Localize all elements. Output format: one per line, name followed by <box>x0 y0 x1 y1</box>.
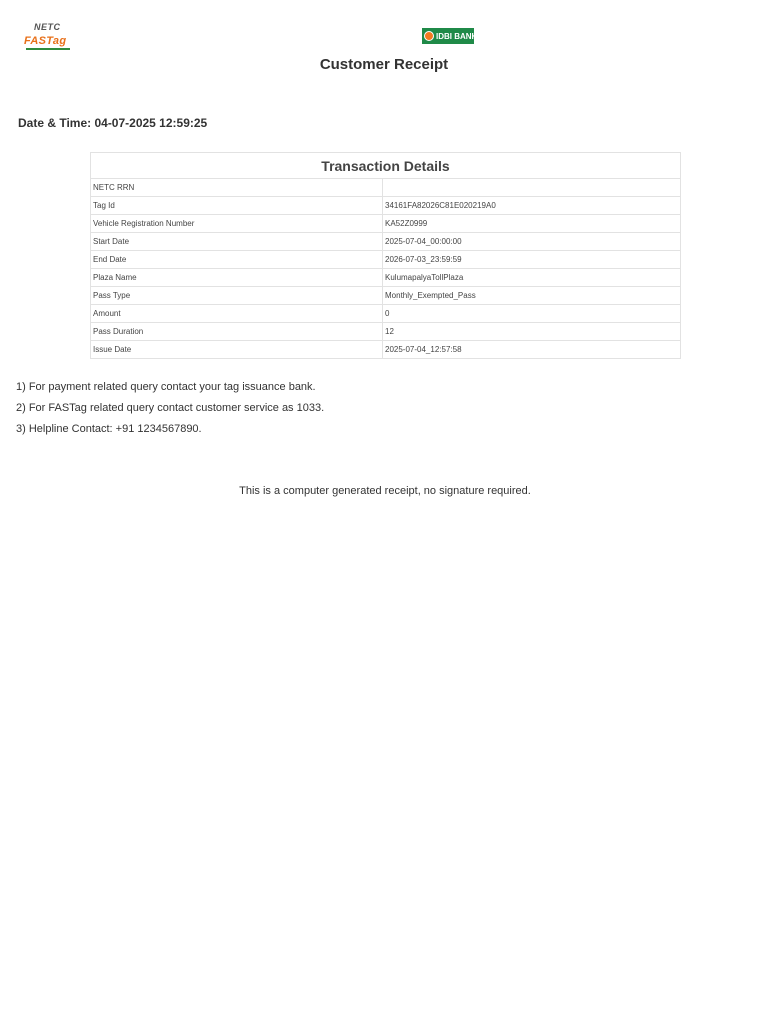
row-label: Pass Type <box>91 287 383 305</box>
row-value: 34161FA82026C81E020219A0 <box>383 197 681 215</box>
fastag-logo-text: FASTag <box>24 35 67 47</box>
row-label: Issue Date <box>91 341 383 359</box>
table-row <box>91 179 681 197</box>
row-value: 0 <box>383 305 681 323</box>
note-fastag-query: 2) For FASTag related query contact customer service as 1033. <box>16 402 325 414</box>
table-row <box>91 305 681 323</box>
row-value: Monthly_Exempted_Pass <box>383 287 681 305</box>
table-row <box>91 197 681 215</box>
notes-list <box>16 380 324 443</box>
idbi-bank-logo-text: IDBI BANK <box>436 31 478 41</box>
row-value: KulumapalyaTollPlaza <box>383 269 681 287</box>
table-row <box>91 287 681 305</box>
table-row <box>91 341 681 359</box>
row-label: Pass Duration <box>91 323 383 341</box>
table-header-row <box>91 153 681 179</box>
row-value: 2025-07-04_00:00:00 <box>383 233 681 251</box>
row-value <box>383 179 681 197</box>
idbi-bank-icon <box>424 31 434 41</box>
row-value: 2026-07-03_23:59:59 <box>383 251 681 269</box>
table-row <box>91 323 681 341</box>
transaction-table-body <box>91 179 681 359</box>
row-value: 12 <box>383 323 681 341</box>
row-label: Amount <box>91 305 383 323</box>
row-value: KA52Z0999 <box>383 215 681 233</box>
netc-fastag-logo <box>24 22 76 52</box>
table-row <box>91 251 681 269</box>
row-label: Start Date <box>91 233 383 251</box>
transaction-details-table <box>90 152 681 359</box>
netc-logo-text: NETC <box>34 22 61 32</box>
transaction-details-heading: Transaction Details <box>91 153 681 179</box>
page-title: Customer Receipt <box>319 56 449 73</box>
note-payment-query: 1) For payment related query contact your tag issuance bank. <box>16 381 316 393</box>
table-row <box>91 269 681 287</box>
fastag-logo-underline <box>26 48 70 50</box>
row-label: Tag Id <box>91 197 383 215</box>
row-value: 2025-07-04_12:57:58 <box>383 341 681 359</box>
table-row <box>91 233 681 251</box>
row-label: NETC RRN <box>91 179 383 197</box>
idbi-bank-logo <box>422 28 478 44</box>
footer-disclaimer: This is a computer generated receipt, no signature required. <box>239 485 531 497</box>
table-row <box>91 215 681 233</box>
receipt-datetime: Date & Time: 04-07-2025 12:59:25 <box>18 116 208 130</box>
note-helpline: 3) Helpline Contact: +91 1234567890. <box>16 423 202 435</box>
row-label: End Date <box>91 251 383 269</box>
row-label: Plaza Name <box>91 269 383 287</box>
row-label: Vehicle Registration Number <box>91 215 383 233</box>
